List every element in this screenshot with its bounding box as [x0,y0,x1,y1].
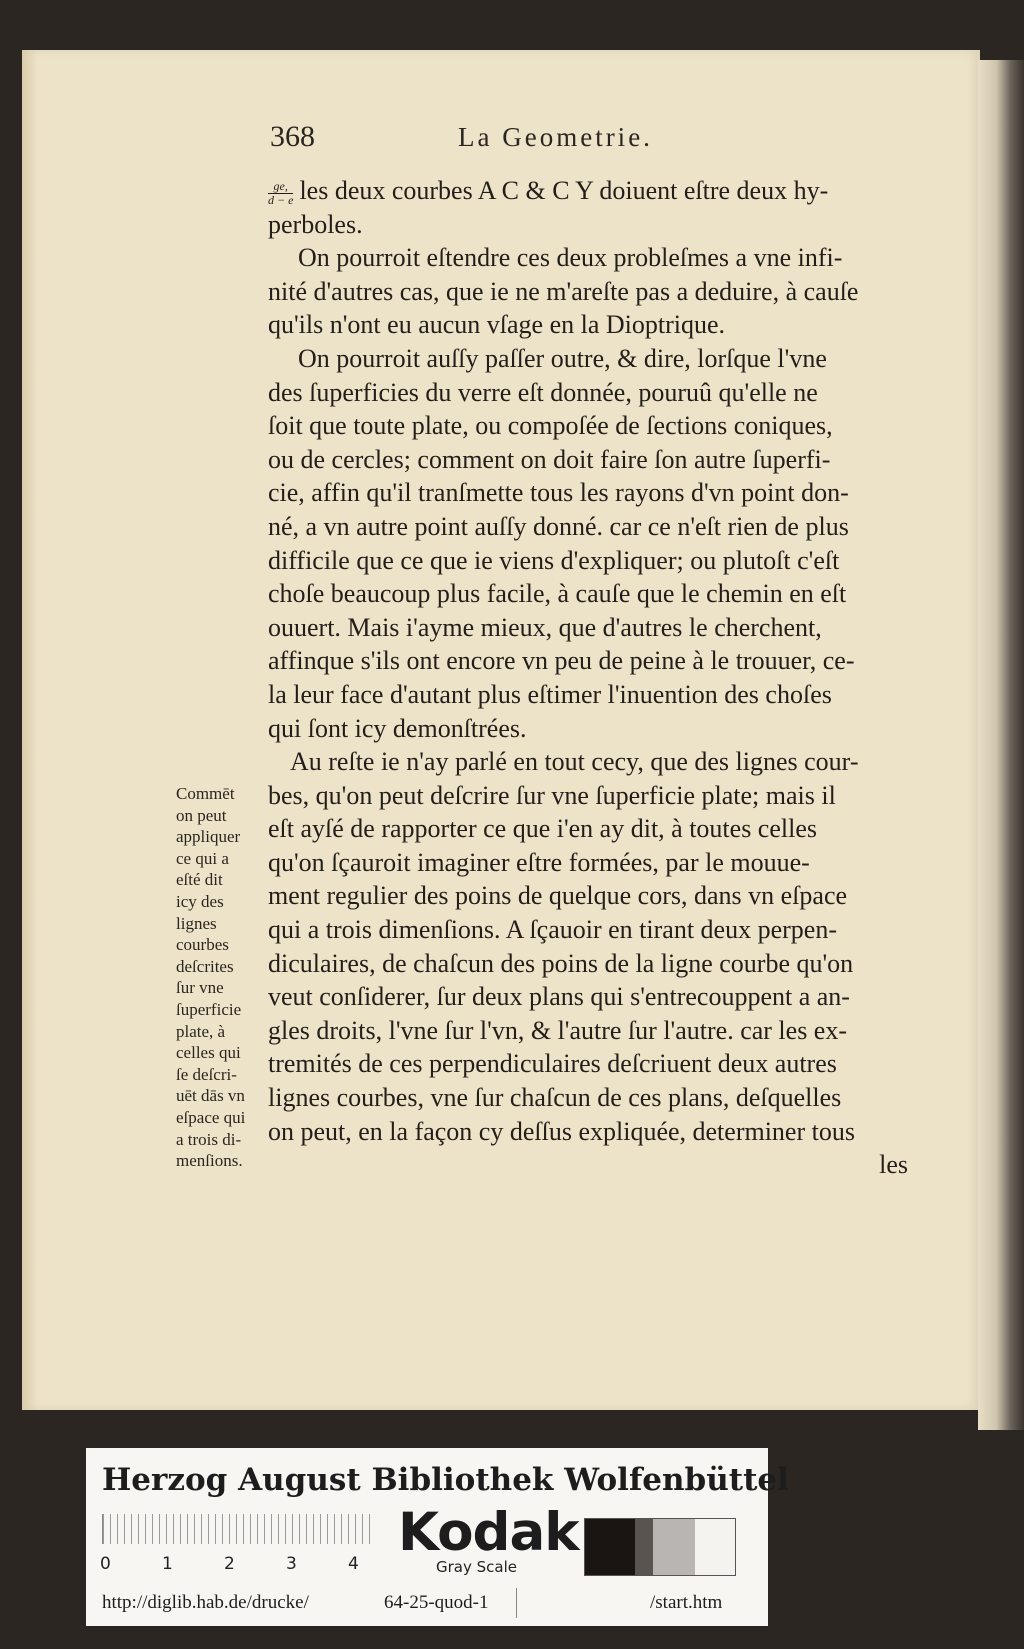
page-stack-edge [978,60,1024,1430]
text-line: Au reſte ie n'ay parlé en tout cecy, que des lignes cour- [290,747,859,777]
text-line: gles droits, l'vne ſur l'vn, & l'autre ſur l'autre. car les ex- [268,1015,848,1045]
text-line: qu'on ſçauroit imaginer eſtre formées, par le mouue- [268,847,810,877]
margin-note-line: celles qui [176,1043,241,1063]
gray-swatch [635,1519,653,1575]
text-line: cie, affin qu'il tranſmette tous les rayons d'vn point don- [268,478,849,508]
margin-note-line: courbes [176,935,229,955]
color-target-card [86,1448,789,1626]
catchword: les [879,1150,908,1180]
text-line: tremités de ces perpendiculaires deſcriuent deux autres [268,1049,837,1079]
margin-note-line: plate, à [176,1021,226,1041]
text-line: né, a vn autre point auſſy donné. car ce n'eſt rien de plus [268,511,849,541]
url-separator [516,1588,517,1618]
margin-note-line: menſions. [176,1151,243,1171]
text-line: ment regulier des poins de quelque cors, dans vn eſpace [268,881,848,911]
text-line: eſt ayſé de rapporter ce que i'en ay dit, à toutes celles [268,814,817,844]
marginal-note [176,783,266,1172]
margin-note-line: Commēt [176,784,235,803]
text-line: qui a trois dimenſions. A ſçauoir en tirant deux perpen- [268,915,837,945]
library-name: Herzog August Bibliothek Wolfenbüttel [102,1462,789,1498]
ruler-number: 2 [224,1554,235,1574]
margin-note-line: eſté dit [176,870,223,890]
page-header [270,120,910,160]
margin-note-line: on peut [176,805,227,825]
text-line: nité d'autres cas, que ie ne m'areſte pas a deduire, à cauſe [268,276,859,306]
text-line: qui ſont icy demonſtrées. [268,713,527,743]
margin-note-line: ſur vne [176,978,224,998]
text-line: perboles. [268,209,363,239]
page-gutter-shadow [22,50,38,1410]
formula-fraction [268,180,293,207]
gray-swatch [585,1519,635,1575]
text-line: affinque s'ils ont encore vn peu de peine à le trouuer, ce- [268,646,855,676]
ruler-numbers [100,1554,380,1576]
margin-note-line: uēt dās vn [176,1086,245,1106]
url-part: /start.htm [650,1592,723,1613]
text-line: ouuert. Mais i'ayme mieux, que d'autres le cherchent, [268,612,822,642]
ruler-number: 0 [100,1554,111,1574]
margin-note-line: ce qui a [176,848,229,868]
text-line: On pourroit eſtendre ces deux probleſmes a vne infi- [298,243,843,273]
kodak-logo: Kodak [398,1502,579,1563]
page-number: 368 [270,120,315,153]
gray-swatch [695,1519,735,1575]
text-line: la leur face d'autant plus eſtimer l'inuention des choſes [268,679,832,709]
text-line: difficile que ce que ie viens d'expliquer; ou plutoſt c'eſt [268,545,840,575]
gray-swatch [653,1519,695,1575]
text-line: ſoit que toute plate, ou compoſée de ſections coniques, [268,411,833,441]
text-line: veut conſiderer, ſur deux plans qui s'entrecouppent a an- [268,982,850,1012]
text-line: ou de cercles; comment on doit faire ſon autre ſuperfi- [268,444,831,474]
url-part: http://diglib.hab.de/drucke/ [102,1592,309,1613]
text-line: des ſuperficies du verre eſt donnée, pouruû qu'elle ne [268,377,818,407]
margin-note-line: ſe deſcri- [176,1064,237,1084]
url-part: 64-25-quod-1 [384,1592,489,1613]
text-line [268,174,908,208]
gray-swatches [584,1518,736,1576]
formula-numerator: ge, [268,180,293,194]
formula-denominator: d − e [268,192,294,207]
text-line: on peut, en la façon cy deſſus expliquée, determiner tous [268,1116,855,1146]
url-bar [102,1588,758,1618]
ruler-number: 4 [348,1554,359,1574]
margin-note-line: lignes [176,913,217,933]
running-title: La Geometrie. [458,122,653,152]
scale-ruler [102,1514,375,1544]
margin-note-line: ſuperficie [176,999,242,1019]
text-line: qu'ils n'ont eu aucun vſage en la Dioptrique. [268,310,726,340]
ruler-number: 1 [162,1554,173,1574]
text-line: On pourroit auſſy paſſer outre, & dire, lorſque l'vne [298,343,827,373]
gray-scale-label: Gray Scale [436,1558,517,1576]
text-line-content: les deux courbes A C & C Y doiuent eſtre deux hy- [299,176,829,205]
margin-note-line: icy des [176,891,224,911]
ruler-number: 3 [286,1554,297,1574]
text-line: lignes courbes, vne ſur chaſcun de ces plans, deſquelles [268,1083,842,1113]
margin-note-line: a trois di- [176,1129,242,1149]
text-line: choſe beaucoup plus facile, à cauſe que le chemin en eſt [268,579,847,609]
text-line: diculaires, de chaſcun des poins de la ligne courbe qu'on [268,948,854,978]
body-text [268,174,908,1182]
text-line: bes, qu'on peut deſcrire ſur vne ſuperficie plate; mais il [268,780,836,810]
margin-note-line: deſcrites [176,956,234,976]
margin-note-line: appliquer [176,827,241,847]
margin-note-line: eſpace qui [176,1107,246,1127]
